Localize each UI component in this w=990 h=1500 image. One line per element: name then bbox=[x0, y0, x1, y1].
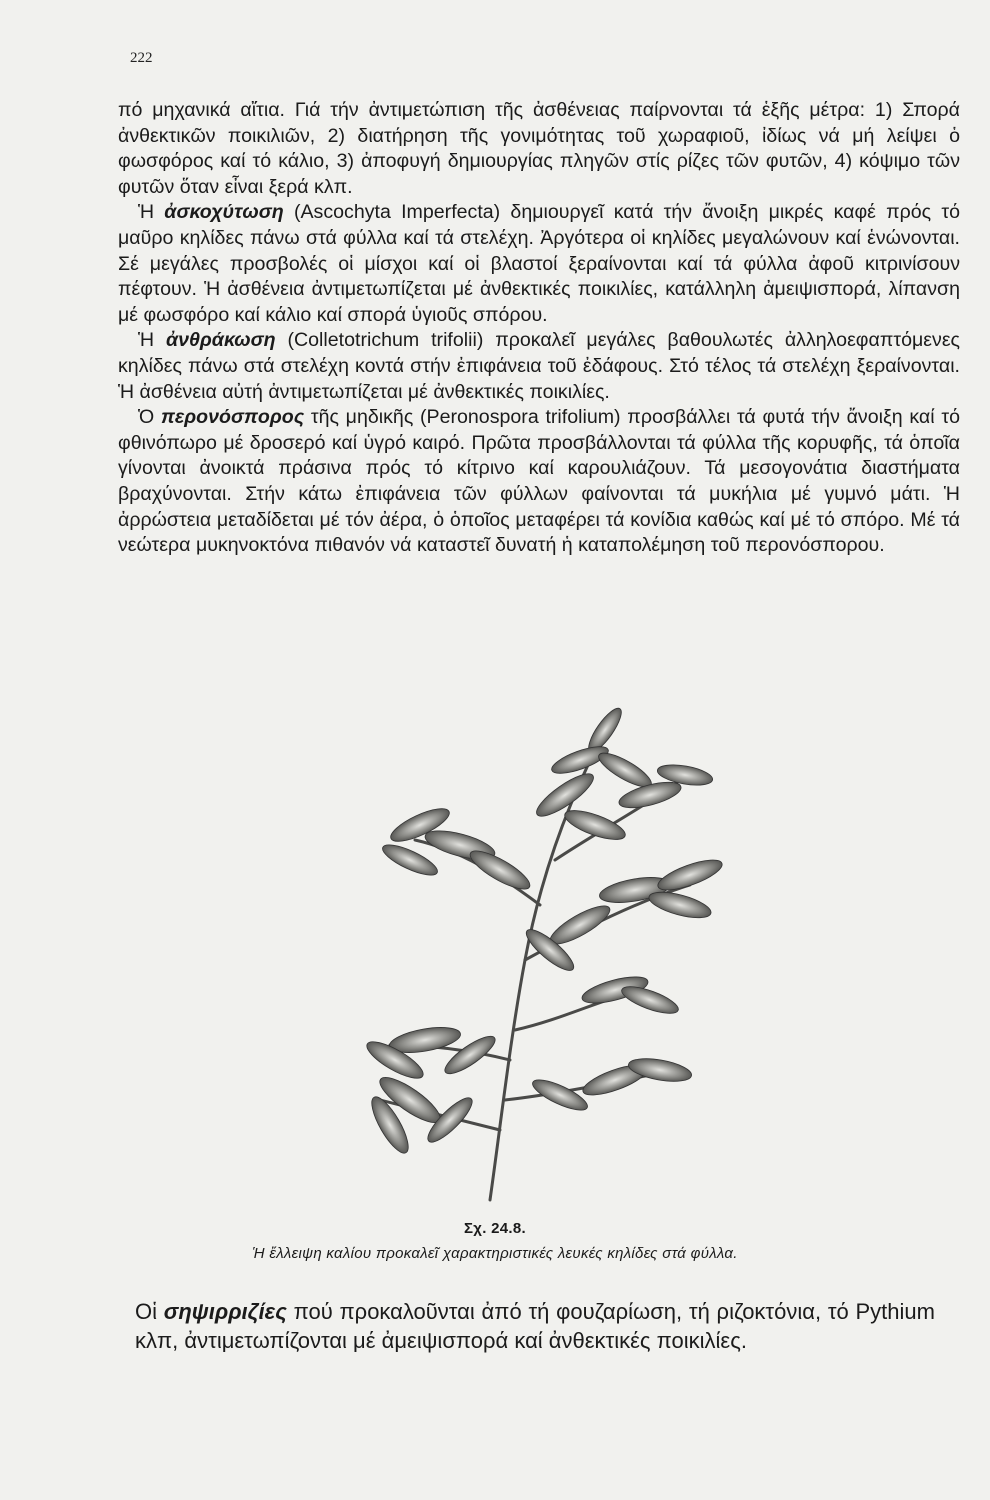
paragraph-lead: Οἱ bbox=[135, 1299, 164, 1324]
paragraph-text: πού προκαλοῦνται ἀπό τή φουζαρίωση, τή ριζοκτόνια, τό Pythium κλπ, ἀντιμετωπίζονται μέ ἀμειψισπορά καί ἀνθεκτικές ποικιλίες. bbox=[135, 1299, 935, 1353]
page-number: 222 bbox=[130, 50, 153, 66]
paragraph-lead: Ὁ bbox=[138, 406, 161, 429]
paragraph-text: τῆς μηδικῆς (Peronospora trifolium) προσβάλλει τά φυτά τήν ἄνοιξη καί τό φθινόπωρο μέ δροσερό καί ὑγρό καιρό. Πρῶτα προσβάλλονται τά φύλλα τῆς κορυφῆς, τά ὁποῖα γίνονται ἀνοικτά πράσινα πρός τό κίτρινο καί καρουλιάζουν. Τά μεσογονάτια διαστήματα βραχύνονται. Στήν κάτω ἐπιφάνεια τῶν φύλλων φαίνονται τά μυκήλια μέ γυμνό μάτι. Ἡ ἀρρώστεια μεταδίδεται μέ τόν ἀέρα, ὁ ὁποῖος μεταφέρει τά κονίδια καθώς καί μέ τό σπόρο. Μέ τά νεώτερα μυκηνοκτόνα πιθανόν νά καταστεῖ δυνατή ἡ καταπολέμηση τοῦ περονόσπορου. bbox=[118, 406, 960, 557]
final-text bbox=[135, 1297, 935, 1355]
paragraph-anthracnose bbox=[118, 328, 960, 405]
paragraph-lead: Ἡ bbox=[138, 201, 165, 224]
disease-term: σηψιρριζίες bbox=[163, 1299, 287, 1324]
paragraph-text: (Ascochyta Imperfecta) δημιουργεῖ κατά τήν ἄνοιξη μικρές καφέ πρός τό μαῦρο κηλίδες πάνω στά φύλλα καί τά στελέχη. Ἀργότερα οἱ κηλίδες μεγαλώνουν καί ἑνώνονται. Σέ μεγάλες προσβολές οἱ μίσχοι καί οἱ βλαστοί ξεραίνονται καί τά φύλλα ἀφοῦ κιτρινίσουν πέφτουν. Ἡ ἀσθένεια ἀντιμετωπίζεται μέ ἀνθεκτικές ποικιλίες, κατάλληλη ἀμειψισπορά, λίπανση μέ φωσφόρο καί κάλιο καί σπορά ὑγιοῦς σπόρου. bbox=[118, 201, 960, 326]
paragraph-ascochyta bbox=[118, 200, 960, 328]
paragraph-text: πό μηχανικά αἴτια. Γιά τήν ἀντιμετώπιση τῆς ἀσθένειας παίρνονται τά ἑξῆς μέτρα: 1) Σπορά ἀνθεκτικῶν ποικιλιῶν, 2) διατήρηση τῆς γονιμότητας τοῦ χωραφιοῦ, ἰδίως νά μή λείψει ὁ φωσφόρος καί τό κάλιο, 3) ἀποφυγή δημιουργίας πληγῶν στίς ρίζες τῶν φυτῶν, 4) κόψιμο τῶν φυτῶν ὅταν εἶναι ξερά κλπ. bbox=[118, 99, 960, 198]
figure-number: Σχ. 24.8. bbox=[463, 1220, 527, 1237]
paragraph-root-rot bbox=[135, 1297, 935, 1355]
disease-term: ἀνθράκωση bbox=[165, 329, 276, 352]
plant-illustration bbox=[350, 700, 750, 1205]
disease-term: περονόσπορος bbox=[160, 406, 305, 429]
paragraph-causes bbox=[118, 98, 960, 200]
paragraph-downy-mildew bbox=[118, 405, 960, 559]
figure-plant-illustration bbox=[350, 700, 750, 1205]
paragraph-lead: Ἡ bbox=[138, 329, 166, 352]
body-text bbox=[118, 98, 960, 559]
disease-term: ἀσκοχύτωση bbox=[164, 201, 284, 224]
figure-caption: Ἡ ἔλλειψη καλίου προκαλεῖ χαρακτηριστικές λευκές κηλίδες στά φύλλα. bbox=[252, 1245, 738, 1262]
paragraph-text: (Colletotrichum trifolii) προκαλεῖ μεγάλες βαθουλωτές ἀλληλοεφαπτόμενες κηλίδες πάνω στά στελέχη κοντά στήν ἐπιφάνεια τοῦ ἐδάφους. Στό τέλος τά στελέχη ξεραίνονται. Ἡ ἀσθένεια αὐτή ἀντιμετωπίζεται μέ ἀνθεκτικές ποικιλίες. bbox=[118, 329, 960, 403]
